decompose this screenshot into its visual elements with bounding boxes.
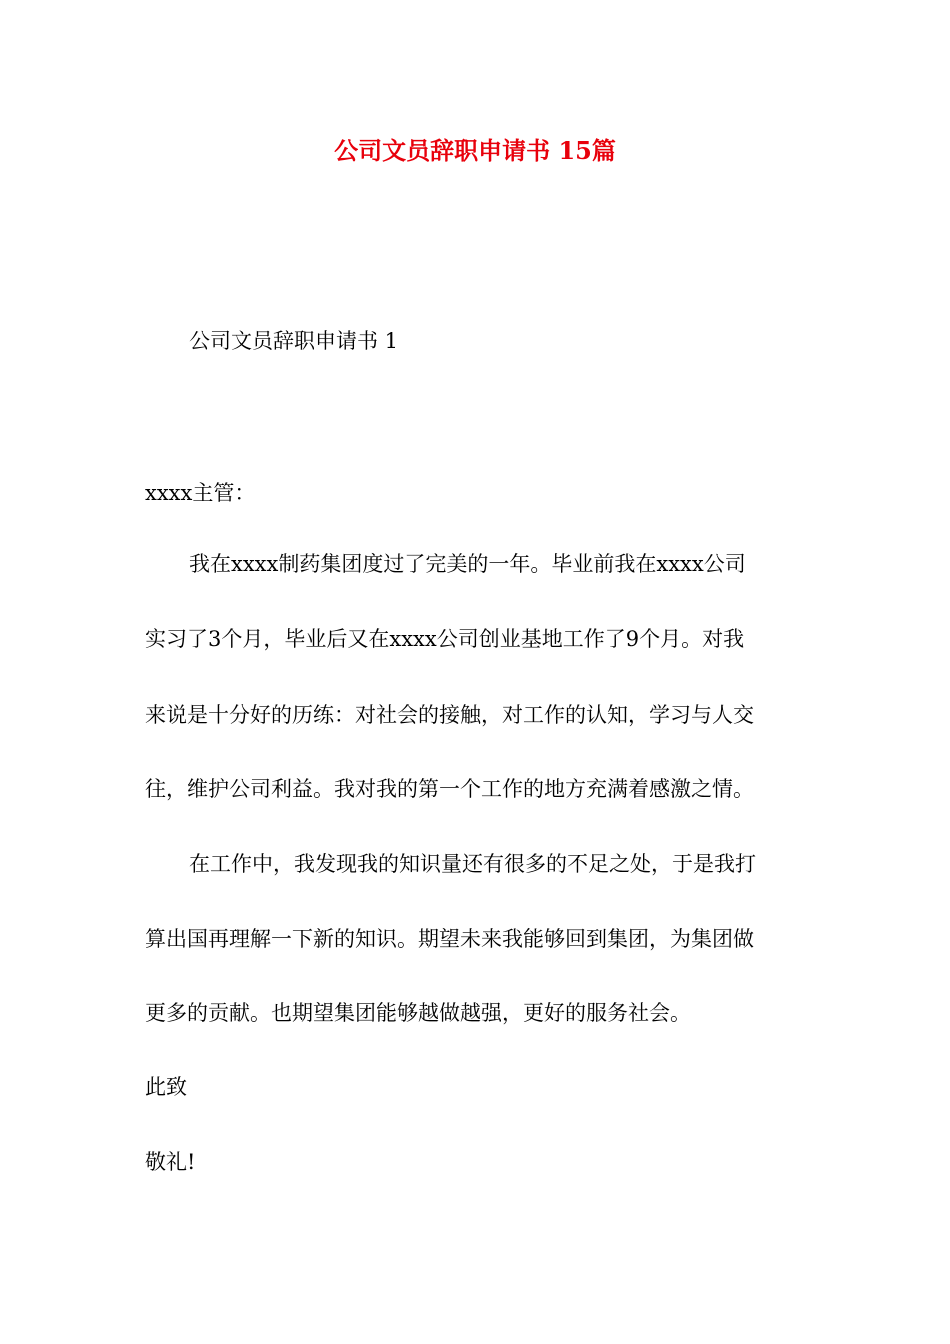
section-heading: 公司文员辞职申请书 1 bbox=[189, 329, 399, 353]
document-title: 公司文员辞职申请书 15篇 bbox=[334, 136, 616, 165]
paragraph-2-line-2: 算出国再理解一下新的知识。期望未来我能够回到集团，为集团做 bbox=[145, 927, 754, 951]
closing-jingli: 敬礼! bbox=[145, 1150, 196, 1174]
closing-cizhi: 此致 bbox=[145, 1075, 187, 1099]
paragraph-2-line-3: 更多的贡献。也期望集团能够越做越强，更好的服务社会。 bbox=[145, 1001, 691, 1025]
paragraph-1-line-2: 实习了3个月，毕业后又在xxxx公司创业基地工作了9个月。对我 bbox=[145, 627, 745, 651]
paragraph-2-line-1: 在工作中，我发现我的知识量还有很多的不足之处，于是我打 bbox=[189, 852, 756, 876]
paragraph-1-line-3: 来说是十分好的历练：对社会的接触，对工作的认知，学习与人交 bbox=[145, 703, 754, 727]
paragraph-1-line-1: 我在xxxx制药集团度过了完美的一年。毕业前我在xxxx公司 bbox=[189, 552, 746, 576]
salutation: xxxx主管： bbox=[145, 481, 256, 505]
paragraph-1-line-4: 往，维护公司利益。我对我的第一个工作的地方充满着感激之情。 bbox=[145, 777, 754, 801]
